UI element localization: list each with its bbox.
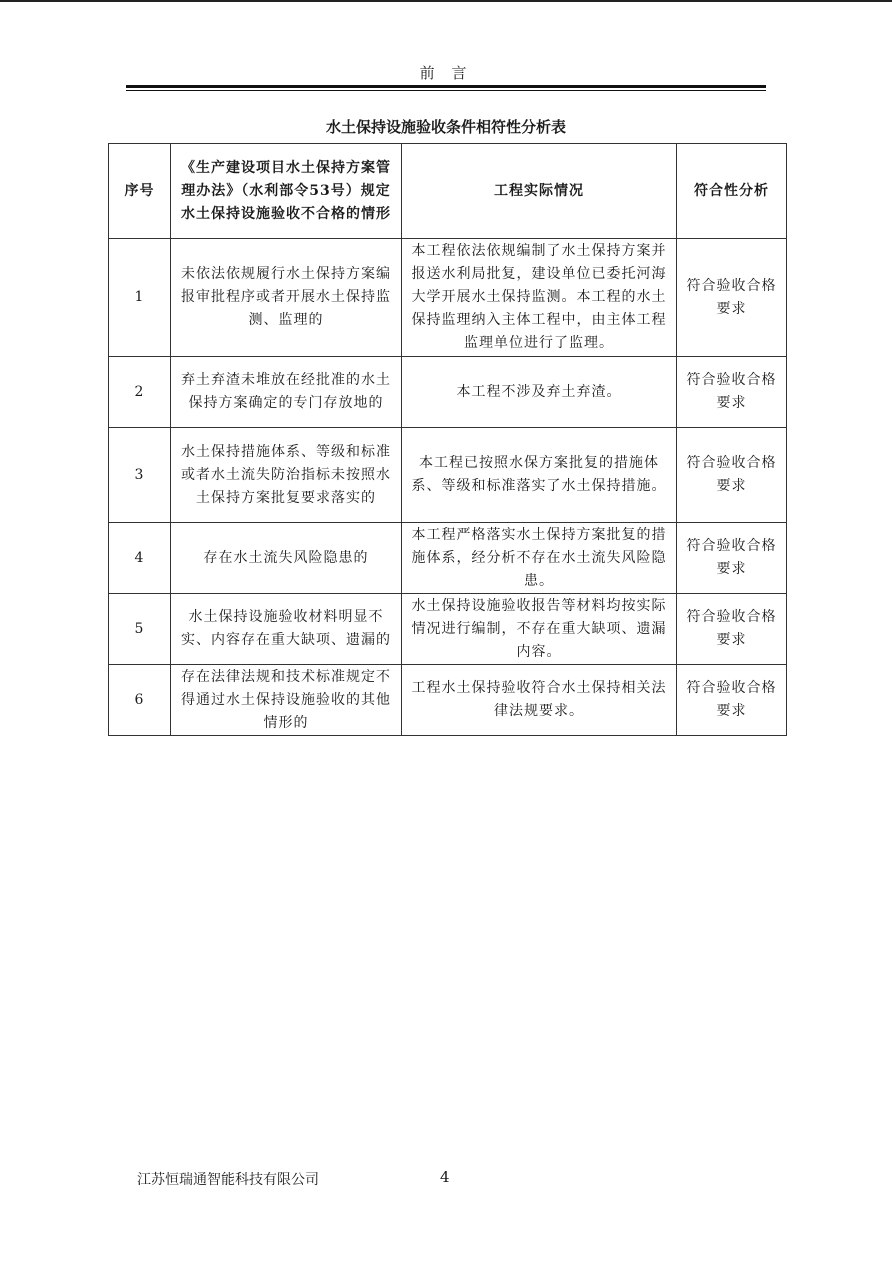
row-actual: 水土保持设施验收报告等材料均按实际情况进行编制，不存在重大缺项、遗漏内容。: [402, 594, 677, 665]
running-header: 前 言: [419, 64, 473, 82]
row-no: 4: [109, 523, 171, 594]
row-analysis: 符合验收合格要求: [677, 428, 787, 523]
page-number: 4: [440, 1168, 450, 1186]
row-condition: 存在水土流失风险隐患的: [171, 523, 402, 594]
table-row: [109, 665, 787, 736]
header-analysis: 符合性分析: [677, 144, 787, 239]
table-title: 水土保持设施验收条件相符性分析表: [325, 118, 566, 136]
header-no: 序号: [109, 144, 171, 239]
row-no: 1: [109, 239, 171, 357]
table-row: [109, 428, 787, 523]
header-rule-thick: [126, 85, 766, 88]
compliance-analysis-table: [108, 143, 787, 736]
table-row: [109, 523, 787, 594]
footer-company: 江苏恒瑞通智能科技有限公司: [137, 1172, 319, 1188]
row-no: 3: [109, 428, 171, 523]
row-analysis: 符合验收合格要求: [677, 239, 787, 357]
table-row: [109, 594, 787, 665]
row-analysis: 符合验收合格要求: [677, 665, 787, 736]
row-condition: 未依法依规履行水土保持方案编报审批程序或者开展水土保持监测、监理的: [171, 239, 402, 357]
table-header-row: [109, 144, 787, 239]
row-analysis: 符合验收合格要求: [677, 594, 787, 665]
row-condition: 水土保持设施验收材料明显不实、内容存在重大缺项、遗漏的: [171, 594, 402, 665]
row-actual: 本工程已按照水保方案批复的措施体系、等级和标准落实了水土保持措施。: [402, 428, 677, 523]
row-condition: 弃土弃渣未堆放在经批准的水土保持方案确定的专门存放地的: [171, 357, 402, 428]
page-top-border: [0, 0, 892, 2]
header-rule-thin: [126, 90, 766, 91]
table-row: [109, 357, 787, 428]
header-actual: 工程实际情况: [402, 144, 677, 239]
row-no: 5: [109, 594, 171, 665]
table-row: [109, 239, 787, 357]
row-analysis: 符合验收合格要求: [677, 357, 787, 428]
row-actual: 本工程不涉及弃土弃渣。: [402, 357, 677, 428]
row-analysis: 符合验收合格要求: [677, 523, 787, 594]
row-condition: 存在法律法规和技术标准规定不得通过水土保持设施验收的其他情形的: [171, 665, 402, 736]
row-no: 6: [109, 665, 171, 736]
row-actual: 工程水土保持验收符合水土保持相关法律法规要求。: [402, 665, 677, 736]
row-actual: 本工程严格落实水土保持方案批复的措施体系，经分析不存在水土流失风险隐患。: [402, 523, 677, 594]
row-actual: 本工程依法依规编制了水土保持方案并报送水利局批复，建设单位已委托河海大学开展水土保持监测。本工程的水土保持监理纳入主体工程中，由主体工程监理单位进行了监理。: [402, 239, 677, 357]
header-condition: 《生产建设项目水土保持方案管理办法》（水利部令53号）规定水土保持设施验收不合格的情形: [171, 144, 402, 239]
row-no: 2: [109, 357, 171, 428]
row-condition: 水土保持措施体系、等级和标准或者水土流失防治指标未按照水土保持方案批复要求落实的: [171, 428, 402, 523]
